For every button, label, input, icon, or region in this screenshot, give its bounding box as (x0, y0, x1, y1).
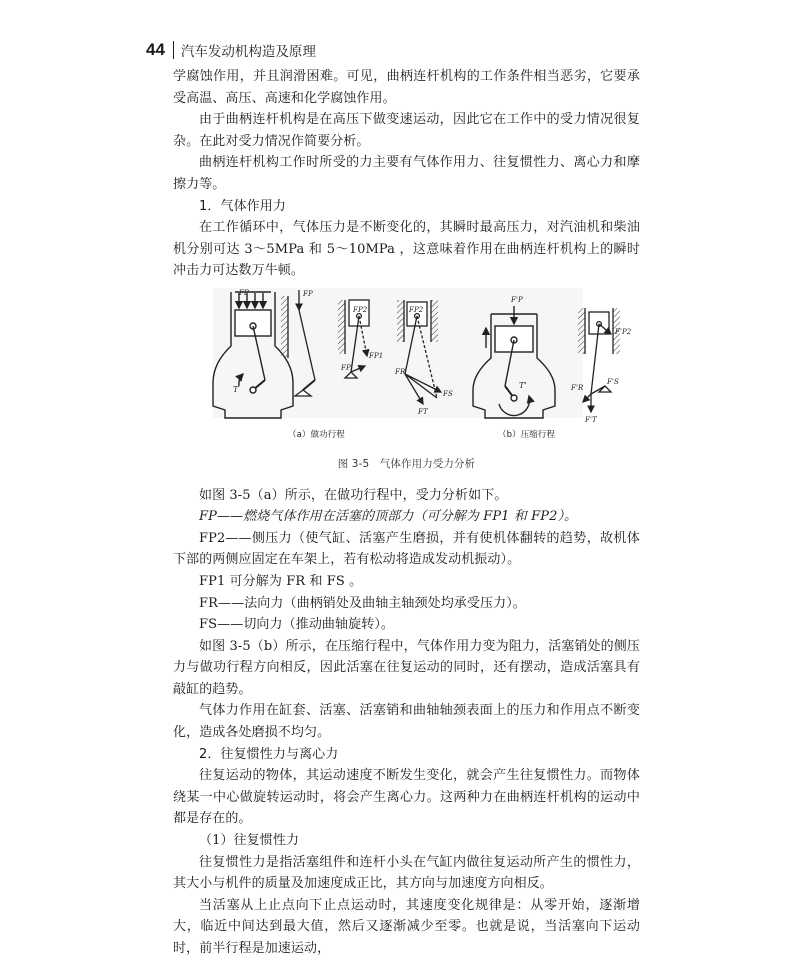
fp-label: FP (239, 288, 249, 297)
definition-fr: FR——法向力（曲柄销处及曲轴主轴颈处均承受压力）。 (199, 595, 526, 611)
t-label: T (233, 384, 239, 394)
figure-3-5 (173, 288, 640, 452)
figure-caption: 图 3-5 气体作用力受力分析 (337, 457, 476, 470)
paragraph: 气体力作用在缸套、活塞、活塞销和曲轴轴颈表面上的压力和作用点不断变化，造成各处磨损不均匀。 (173, 703, 640, 741)
page-number: 44 (146, 40, 165, 59)
fp2-label: FP2 (353, 305, 368, 314)
subcaption-b: （b）压缩行程 (498, 429, 556, 440)
fp-label-2: FP (341, 363, 351, 372)
force-diagram-4 (578, 308, 620, 412)
paragraph: 如图 3-5（a）所示，在做功行程中，受力分析如下。 (199, 487, 508, 503)
fs-label: FS (443, 389, 453, 398)
fp-label-1: FP (303, 289, 313, 298)
paragraph: 往复运动的物体，其运动速度不断发生变化，就会产生往复惯性力。而物体绕某一中心做旋转运动时，将会产生离心力。这两种力在曲柄连杆机构的运动中都是存在的。 (173, 768, 640, 827)
section-heading: 1．气体作用力 (199, 198, 286, 214)
paragraph: 由于曲柄连杆机构是在高压下做变速运动，因此它在工作中的受力情况很复杂。在此对受力情况作简要分析。 (173, 112, 640, 149)
fr-b-label: F'R (571, 383, 584, 392)
fp2-b-label: F'P2 (615, 327, 632, 336)
subsection-heading: （1）往复惯性力 (199, 833, 300, 849)
header-divider (173, 41, 174, 59)
page-header (146, 40, 316, 60)
t-b-label: T' (519, 380, 527, 390)
fp2-label-3: FP2 (409, 305, 424, 314)
fr-label: FR (395, 367, 406, 376)
book-title: 汽车发动机构造及原理 (180, 44, 316, 60)
paragraph: 学腐蚀作用，并且润滑困难。可见，曲柄连杆机构的工作条件相当恶劣，它要承受高温、高压、高速和化学腐蚀作用。 (173, 69, 640, 106)
ft-label: FT (418, 407, 428, 416)
paragraph: 在工作循环中，气体压力是不断变化的，其瞬时最高压力，对汽油机和柴油机分别可达 3～5MPa 和 5～10MPa ，这意味着作用在曲柄连杆机构上的瞬时冲击力可达数万牛顿。 (173, 220, 640, 279)
paragraph: 如图 3-5（b）所示，在压缩行程中，气体作用力变为阻力，活塞销处的侧压力与做功行程方向相反，因此活塞在往复运动的同时，还有摆动，造成活塞具有敲缸的趋势。 (173, 638, 640, 697)
paragraph: 往复惯性力是指活塞组件和连杆小头在气缸内做往复运动所产生的惯性力，其大小与机件的质量及加速度成正比，其方向与加速度方向相反。 (173, 854, 640, 892)
subcaption-a: （a）做功行程 (288, 429, 345, 440)
page-body (173, 66, 640, 960)
paragraph: 曲柄连杆机构工作时所受的力主要有气体作用力、往复惯性力、离心力和摩擦力等。 (173, 155, 640, 192)
paragraph: 当活塞从上止点向下止点运动时，其速度变化规律是：从零开始，逐渐增大，临近中间达到最大值，然后又逐渐减少至零。也就是说，当活塞向下运动时，前半行程是加速运动， (173, 897, 640, 956)
fp1-label: FP1 (369, 351, 384, 360)
definition-fp1: FP1 可分解为 FR 和 FS 。 (199, 573, 363, 589)
definition-fp: FP——燃烧气体作用在活塞的顶部力（可分解为 FP1 和 FP2）。 (199, 509, 578, 525)
definition-fp2: FP2——侧压力（使气缸、活塞产生磨损，并有使机体翻转的趋势，故机体下部的两侧应固定在车架上，若有松动将造成发动机振动）。 (173, 530, 640, 568)
ft-b-label: F'T (585, 415, 597, 424)
fs-b-label: F'S (607, 377, 619, 386)
definition-fs: FS——切向力（推动曲轴旋转）。 (199, 617, 395, 633)
section-heading: 2．往复惯性力与离心力 (199, 746, 339, 762)
fp-b-label: F'P (511, 295, 523, 304)
force-diagram (173, 288, 640, 452)
